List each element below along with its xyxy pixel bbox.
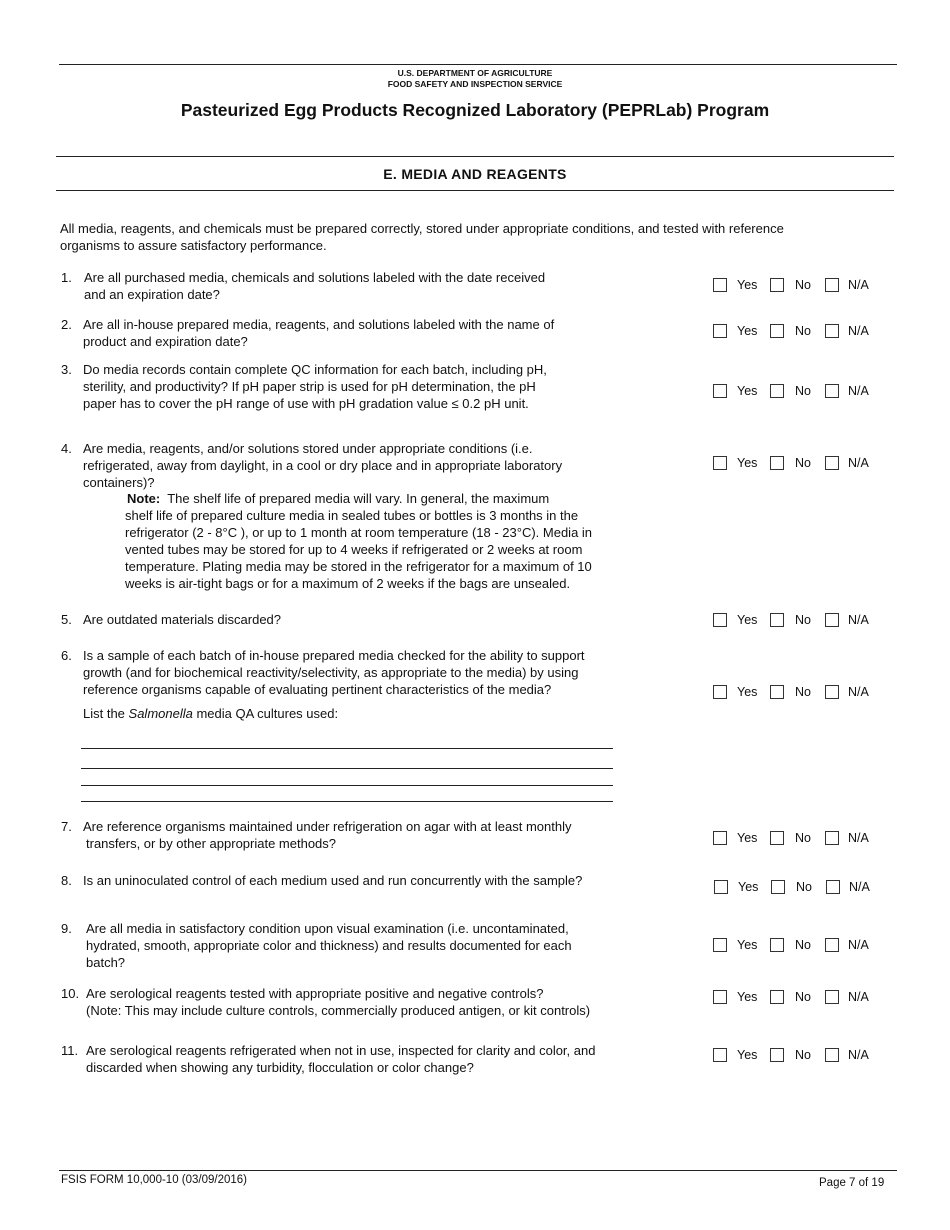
na-checkbox[interactable] <box>825 831 839 845</box>
na-label: N/A <box>848 456 869 470</box>
section-rule-bottom <box>56 190 894 191</box>
yes-label: Yes <box>737 324 758 338</box>
question-text: and an expiration date? <box>84 287 220 302</box>
yes-checkbox[interactable] <box>713 990 727 1004</box>
na-checkbox[interactable] <box>825 685 839 699</box>
na-label: N/A <box>848 831 869 845</box>
qa-cultures-line[interactable] <box>81 768 613 769</box>
question-number: 2. <box>61 317 72 332</box>
note-first-line <box>127 490 549 507</box>
question-text: Are outdated materials discarded? <box>83 612 282 627</box>
note-text: vented tubes may be stored for up to 4 weeks if refrigerated or 2 weeks at room <box>125 542 583 557</box>
yes-checkbox[interactable] <box>714 880 728 894</box>
yes-checkbox[interactable] <box>713 613 727 627</box>
no-checkbox[interactable] <box>770 456 784 470</box>
no-checkbox[interactable] <box>770 324 784 338</box>
question-number: 5. <box>61 612 72 627</box>
na-label: N/A <box>848 278 869 292</box>
yes-label: Yes <box>737 1048 758 1062</box>
list-organism: Salmonella <box>128 706 193 721</box>
question-text: Are all purchased media, chemicals and solutions labeled with the date received <box>84 270 546 285</box>
na-label: N/A <box>848 938 869 952</box>
na-label: N/A <box>848 990 869 1004</box>
intro-line: organisms to assure satisfactory performance. <box>60 238 327 253</box>
question-text: Are media, reagents, and/or solutions stored under appropriate conditions (i.e. <box>83 441 533 456</box>
footer-rule <box>59 1170 897 1171</box>
na-label: N/A <box>849 880 870 894</box>
question-number: 1. <box>61 270 72 285</box>
note-text: weeks is air-tight bags or for a maximum of 2 weeks if the bags are unsealed. <box>125 576 571 591</box>
question-text: Do media records contain complete QC information for each batch, including pH, <box>83 362 547 377</box>
na-label: N/A <box>848 613 869 627</box>
no-checkbox[interactable] <box>770 685 784 699</box>
na-checkbox[interactable] <box>825 938 839 952</box>
note-label: Note: <box>127 491 161 506</box>
no-label: No <box>795 278 811 292</box>
na-checkbox[interactable] <box>825 990 839 1004</box>
yes-checkbox[interactable] <box>713 685 727 699</box>
note-text: The shelf life of prepared media will vary. In general, the maximum <box>167 491 550 506</box>
question-number: 8. <box>61 873 72 888</box>
question-number: 9. <box>61 921 72 936</box>
question-text: sterility, and productivity? If pH paper strip is used for pH determination, the pH <box>83 379 536 394</box>
question-text: product and expiration date? <box>83 334 248 349</box>
na-label: N/A <box>848 324 869 338</box>
question-number: 6. <box>61 648 72 663</box>
qa-cultures-line[interactable] <box>81 748 613 749</box>
question-number: 7. <box>61 819 72 834</box>
no-label: No <box>795 938 811 952</box>
no-label: No <box>795 990 811 1004</box>
list-prefix: List the <box>83 706 129 721</box>
na-checkbox[interactable] <box>825 384 839 398</box>
intro-line: All media, reagents, and chemicals must be prepared correctly, stored under appropriate conditions, and tested with reference <box>60 221 784 236</box>
question-text: transfers, or by other appropriate methods? <box>86 836 337 851</box>
page-title: Pasteurized Egg Products Recognized Laboratory (PEPRLab) Program <box>180 100 770 120</box>
no-label: No <box>795 324 811 338</box>
list-instruction <box>83 705 338 722</box>
yes-checkbox[interactable] <box>713 324 727 338</box>
yes-checkbox[interactable] <box>713 456 727 470</box>
na-checkbox[interactable] <box>826 880 840 894</box>
section-title: E. MEDIA AND REAGENTS <box>383 166 567 182</box>
no-label: No <box>795 831 811 845</box>
note-text: temperature. Plating media may be stored in the refrigerator for a maximum of 10 <box>125 559 592 574</box>
no-checkbox[interactable] <box>771 880 785 894</box>
na-label: N/A <box>848 384 869 398</box>
yes-checkbox[interactable] <box>713 278 727 292</box>
yes-label: Yes <box>737 938 758 952</box>
na-label: N/A <box>848 685 869 699</box>
question-text: growth (and for biochemical reactivity/selectivity, as appropriate to the media) by using <box>83 665 579 680</box>
no-label: No <box>795 456 811 470</box>
form-id: FSIS FORM 10,000-10 (03/09/2016) <box>61 1174 248 1186</box>
no-label: No <box>795 1048 811 1062</box>
note-text: refrigerator (2 - 8°C ), or up to 1 month at room temperature (18 - 23°C). Media in <box>125 525 593 540</box>
question-text: Are all media in satisfactory condition upon visual examination (i.e. uncontaminated, <box>86 921 569 936</box>
no-checkbox[interactable] <box>770 384 784 398</box>
question-number: 3. <box>61 362 72 377</box>
no-checkbox[interactable] <box>770 613 784 627</box>
question-number: 11. <box>61 1043 79 1058</box>
page-number: Page 7 of 19 <box>819 1177 885 1189</box>
na-checkbox[interactable] <box>825 456 839 470</box>
na-checkbox[interactable] <box>825 1048 839 1062</box>
yes-label: Yes <box>737 613 758 627</box>
yes-checkbox[interactable] <box>713 938 727 952</box>
question-text: Is a sample of each batch of in-house prepared media checked for the ability to support <box>83 648 585 663</box>
question-text: reference organisms capable of evaluating pertinent characteristics of the media? <box>83 682 552 697</box>
no-checkbox[interactable] <box>770 990 784 1004</box>
question-text: Are all in-house prepared media, reagents, and solutions labeled with the name of <box>83 317 555 332</box>
question-text: Is an uninoculated control of each medium used and run concurrently with the sample? <box>83 873 583 888</box>
na-checkbox[interactable] <box>825 278 839 292</box>
yes-label: Yes <box>737 831 758 845</box>
yes-label: Yes <box>737 990 758 1004</box>
question-text: Are serological reagents tested with appropriate positive and negative controls? <box>86 986 544 1001</box>
no-label: No <box>795 384 811 398</box>
top-rule <box>59 64 897 65</box>
question-text: batch? <box>86 955 126 970</box>
no-label: No <box>795 685 811 699</box>
question-text: (Note: This may include culture controls, commercially produced antigen, or kit controls) <box>86 1003 591 1018</box>
yes-label: Yes <box>737 384 758 398</box>
list-suffix: media QA cultures used: <box>192 706 339 721</box>
question-text: containers)? <box>83 475 155 490</box>
agency-name: U.S. DEPARTMENT OF AGRICULTURE <box>397 68 553 78</box>
note-text: shelf life of prepared culture media in sealed tubes or bottles is 3 months in the <box>125 508 579 523</box>
yes-label: Yes <box>737 685 758 699</box>
question-number: 4. <box>61 441 72 456</box>
agency-subname: FOOD SAFETY AND INSPECTION SERVICE <box>387 79 563 89</box>
qa-cultures-line[interactable] <box>81 785 613 786</box>
no-checkbox[interactable] <box>770 831 784 845</box>
question-text: refrigerated, away from daylight, in a cool or dry place and in appropriate laboratory <box>83 458 563 473</box>
question-text: Are serological reagents refrigerated when not in use, inspected for clarity and color, and <box>86 1043 596 1058</box>
no-label: No <box>795 613 811 627</box>
yes-label: Yes <box>737 278 758 292</box>
yes-checkbox[interactable] <box>713 831 727 845</box>
no-checkbox[interactable] <box>770 278 784 292</box>
qa-cultures-line[interactable] <box>81 801 613 802</box>
question-text: hydrated, smooth, appropriate color and thickness) and results documented for each <box>86 938 572 953</box>
no-checkbox[interactable] <box>770 938 784 952</box>
question-number: 10. <box>61 986 80 1001</box>
section-rule-top <box>56 156 894 157</box>
question-text: Are reference organisms maintained under refrigeration on agar with at least monthly <box>83 819 572 834</box>
na-checkbox[interactable] <box>825 613 839 627</box>
na-checkbox[interactable] <box>825 324 839 338</box>
no-label: No <box>796 880 812 894</box>
yes-checkbox[interactable] <box>713 1048 727 1062</box>
no-checkbox[interactable] <box>770 1048 784 1062</box>
yes-label: Yes <box>738 880 759 894</box>
question-text: discarded when showing any turbidity, flocculation or color change? <box>86 1060 474 1075</box>
yes-checkbox[interactable] <box>713 384 727 398</box>
na-label: N/A <box>848 1048 869 1062</box>
yes-label: Yes <box>737 456 758 470</box>
question-text: paper has to cover the pH range of use with pH gradation value ≤ 0.2 pH unit. <box>83 396 529 411</box>
